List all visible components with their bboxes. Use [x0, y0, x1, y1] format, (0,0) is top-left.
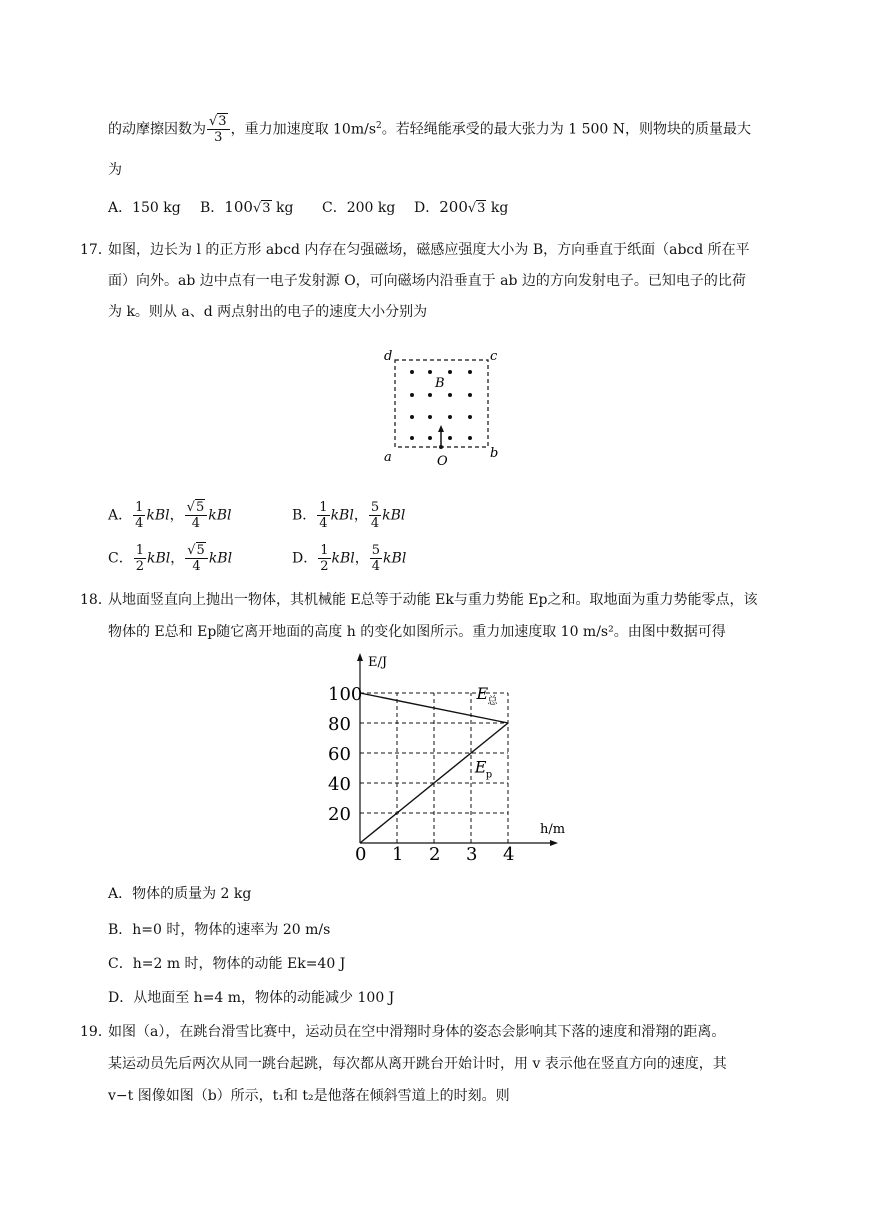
y-axis-label: E/J [368, 655, 388, 670]
label-d: d [384, 349, 393, 364]
q17-option-c: C． $\frac{1}{2}$ kBl， $\frac{√5}{4}$ kBl [108, 543, 233, 574]
y-tick-label-40: 40 [328, 774, 351, 795]
q16-fraction: $\frac{√3}{3}$ [207, 114, 230, 145]
series-label-e-total: E [476, 684, 489, 703]
y-tick-label-60: 60 [328, 744, 351, 765]
q16-line2: 为 [108, 162, 122, 178]
series-label-ep-sub: p [485, 769, 493, 781]
q17-option-a: A． $\frac{1}{4}$ kBl， $\frac{√5}{4}$ kBl [108, 500, 232, 531]
q18-option-c: C．h=2 m 时，物体的动能 Ek=40 J [108, 956, 346, 972]
x-axis-arrowhead [550, 840, 558, 846]
q19-line3: v−t 图像如图（b）所示，t₁和 t₂是他落在倾斜雪道上的时刻。则 [108, 1088, 510, 1104]
q18-number: 18． [80, 592, 112, 608]
q19-number: 19． [80, 1024, 112, 1040]
q18-line2: 物体的 E总和 Ep随它离开地面的高度 h 的变化如图所示。重力加速度取 10 m/s²。由图中数据可得 [108, 624, 726, 640]
q18-line1: 从地面竖直向上抛出一物体，其机械能 E总等于动能 Ek与重力势能 Ep之和。取地面为重力势能零点，该 [108, 592, 758, 608]
x-tick-label-1: 1 [392, 844, 404, 863]
label-field-b: B [435, 376, 445, 391]
q16-option-a: A．150 kg [108, 200, 181, 216]
q18-option-b: B．h=0 时，物体的速率为 20 m/s [108, 922, 331, 938]
q16-option-b: B．100√3 kg [200, 198, 294, 216]
label-b: b [490, 446, 499, 461]
velocity-arrowhead [438, 425, 444, 432]
q17-line1: 如图，边长为 l 的正方形 abcd 内存在匀强磁场，磁感应强度大小为 B，方向垂直于纸面（abcd 所在平 [108, 242, 750, 258]
q17-number: 17． [80, 242, 112, 258]
q16-option-c: C．200 kg [322, 200, 396, 216]
energy-height-chart [320, 648, 570, 863]
y-axis-arrowhead [357, 653, 363, 661]
label-c: c [490, 349, 498, 364]
y-tick-label-20: 20 [328, 804, 351, 825]
q18-option-a: A．物体的质量为 2 kg [108, 886, 252, 902]
q17-line3: 为 k。则从 a、d 两点射出的电子的速度大小分别为 [108, 304, 428, 320]
series-label-ep: E [474, 757, 487, 777]
series-label-e-total-sub: 总 [487, 696, 498, 707]
x-tick-label-4: 4 [503, 844, 515, 863]
q17-option-d: D． $\frac{1}{2}$ kBl， $\frac{5}{4}$ kBl [292, 543, 407, 574]
q16-text-b: ，重力加速度取 10m/s [230, 121, 377, 138]
x-tick-label-0: 0 [355, 844, 367, 863]
x-tick-label-2: 2 [429, 844, 441, 863]
q19-line1: 如图（a），在跳台滑雪比赛中，运动员在空中滑翔时身体的姿态会影响其下落的速度和滑翔的距离。 [108, 1024, 726, 1040]
label-o: O [437, 454, 448, 469]
q17-line2: 面）向外。ab 边中点有一电子发射源 O，可向磁场内沿垂直于 ab 边的方向发射电子。已知电子的比荷 [108, 273, 746, 289]
q16-text-c: 。若轻绳能承受的最大张力为 1 500 N，则物块的质量最大 [381, 121, 751, 138]
source-o-dot [439, 445, 443, 449]
q16-text-a: 的动摩擦因数为 [108, 121, 206, 138]
q17-option-b: B． $\frac{1}{4}$ kBl， $\frac{5}{4}$ kBl [292, 500, 406, 531]
y-tick-label-100: 100 [328, 684, 363, 705]
label-a: a [384, 450, 392, 465]
q19-line2: 某运动员先后两次从同一跳台起跳，每次都从离开跳台开始计时，用 v 表示他在竖直方向的速度，其 [108, 1056, 727, 1072]
q16-line1: 的动摩擦因数为 $\frac{√3}{3}$ ，重力加速度取 $10m/s^2$。若轻绳能承受的最大张力为 1 500 N，则物块的质量最大 [108, 114, 751, 145]
x-axis-label: h/m [540, 822, 566, 837]
magnetic-field-figure [375, 345, 505, 470]
q16-option-d: D．200√3 kg [414, 198, 509, 216]
x-tick-label-3: 3 [466, 844, 478, 863]
q18-option-d: D．从地面至 h=4 m，物体的动能减少 100 J [108, 990, 395, 1006]
y-tick-label-80: 80 [328, 714, 351, 735]
